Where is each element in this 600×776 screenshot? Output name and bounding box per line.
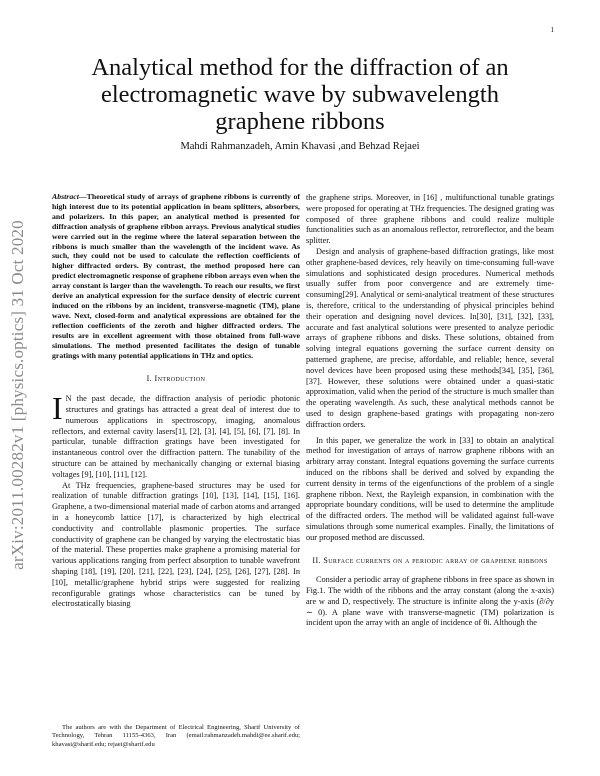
intro-paragraph-1 [52, 390, 300, 480]
intro-paragraph-2: At THz frequencies, graphene-based structures may be used for realization of tunable diffraction gratings [10], [13], [14], [15], [16]. Graphene, a two-dimensional material made of carbon atoms and arranged in a honeycomb lattice [17], is characterized by high electrical conductivity and controllable plasmonic properties. The surface conductivity of graphene can be changed by varying the electrostatic bias of the material. These properties make graphene a promising material for various applications ranging from perfect absorption to tunable wavefront shaping [18], [19], [20], [21], [22], [23], [24], [25], [26], [27], [28]. In [10], metallic/graphene hybrid strips were suggested for realizing reconfigurable gratings whose characteristics can be tuned by electrostatically biasing [52, 480, 300, 609]
body-paragraph-contribution: In this paper, we generalize the work in [33] to obtain an analytical method for investigation of arrays of narrow graphene ribbons with an arbitrary array constant. Integral equations governing the surface currents induced on the ribbons shall be derived and solved by expanding the current density in terms of the eigenfunctions of the problem of a single graphene ribbon. Next, the Rayleigh expansion, in combination with the appropriate boundary conditions, will be used to determine the amplitude of the diffracted orders. The method will be validated against full-wave simulations through some numerical examples. Finally, the limitations of our proposed method are discussed. [306, 435, 554, 542]
footnote-text: The authors are with the Department of Electrical Engineering, Sharif University of Technology, Tehran 11155-4363, Iran (email:rahmanzadeh.mahdi@ee.sharif.edu; khavasi@sharif.edu; rejaei@sharif.edu [52, 724, 300, 748]
author-list: Mahdi Rahmanzadeh, Amin Khavasi ,and Behzad Rejaei [180, 141, 420, 152]
body-paragraph-analysis: Design and analysis of graphene-based diffraction gratings, like most other graphene-based devices, rely heavily on time-consuming full-wave simulations and sophisticated design procedures. Numerical methods usually suffer from poor convergence and are extremely time-consuming[29]. Analytical or semi-analytical treatment of these structures is, therefore, critical to the understanding of physical principles behind their operation and designing novel devices. In[30], [31], [32], [33], accurate and fast analytical solutions were presented to analyze periodic arrays of graphene ribbons and disks. These solutions, obtained from solving integral equations governing the surface current density on patterned graphene, are precise, affordable, and reliable; hence, several novel devices have been proposed using these methods[34], [35], [36], [37]. However, these solutions were obtained under a quasi-static approximation, valid when the period of the structure is much smaller than the operating wavelength. As such, these analytical methods cannot be used to design graphene-based gratings with propagating non-zero diffraction orders. [306, 246, 554, 429]
paper-title: Analytical method for the diffraction of an electromagnetic wave by subwavelength graphene ribbons [91, 54, 509, 135]
abstract-text: —Theoretical study of arrays of graphene ribbons is currently of high interest due to its potential application in beam splitters, absorbers, and polarizers. In this paper, an analytical method is presented for diffraction analysis of graphene ribbon arrays. Previous analytical studies were carried out in the regime where the lateral separation between the ribbons is much smaller than the wavelength of the incident wave. As such, they could not be used to calculate the reflection coefficients of higher diffracted orders. By contrast, the method proposed here can predict electromagnetic response of graphene ribbon arrays even when the array constant is larger than the wavelength. To reach our results, we first derive an analytical expression for the surface density of electric current induced on the ribbons by an incident, transverse-magnetic (TM), plane wave. Next, closed-form and analytical expressions are obtained for the reflection coefficients of the zeroth and higher diffracted orders. The results are in excellent agreement with those obtained from full-wave simulations. The method presented facilitates the design of tunable gratings with many potential applications in THz and optics. [52, 192, 300, 360]
author-affiliation-footnote [52, 724, 300, 749]
body-paragraph-problem-setup: Consider a periodic array of graphene ribbons in free space as shown in Fig.1. The width of the ribbons and the array constant (along the x-axis) are w and D, respectively. The structure is infinite along the y-axis (∂/∂y ∼ 0). A plane wave with transverse-magnetic (TM) polarization is incident upon the array with an angle of incidence of θi. Although the [306, 575, 554, 628]
page-number: 1 [550, 26, 554, 34]
intro-paragraph-1-text: N the past decade, the diffraction analysis of periodic photonic structures and gratings has attracted a great deal of interest due to numerous applications in spectroscopy, imaging, anomalous reflectors, and external cavity lasers[1], [2], [3], [4], [5], [6], [7], [8]. In particular, tunable diffraction gratings have been investigated for instantaneous control over the diffraction pattern. The tunability of the structure can be attained by mechanically changing or external biasing voltages [9], [10], [11], [12]. [52, 394, 300, 479]
drop-cap: I [52, 390, 63, 427]
abstract-label: Abstract [52, 192, 79, 201]
left-column [52, 192, 300, 610]
section-heading-introduction: I. Introduction [146, 374, 206, 384]
arxiv-identifier-text: arXiv:2011.00282v1 [physics.optics] 31 Oct 2020 [8, 220, 27, 570]
body-paragraph-continued: the graphene strips. Moreover, in [16] , multifunctional tunable gratings were proposed for operating at THz frequencies. The designed grating was composed of three graphene ribbons and could realize multiple functionalities such as an anomalous reflector, retroreflector, and the beam splitter. [306, 193, 554, 246]
section-heading-surface-currents: II. Surface currents on a periodic array of graphene ribbons [312, 555, 548, 565]
arxiv-identifier-stamp [8, 185, 28, 605]
abstract [52, 192, 300, 360]
right-column [306, 193, 554, 629]
